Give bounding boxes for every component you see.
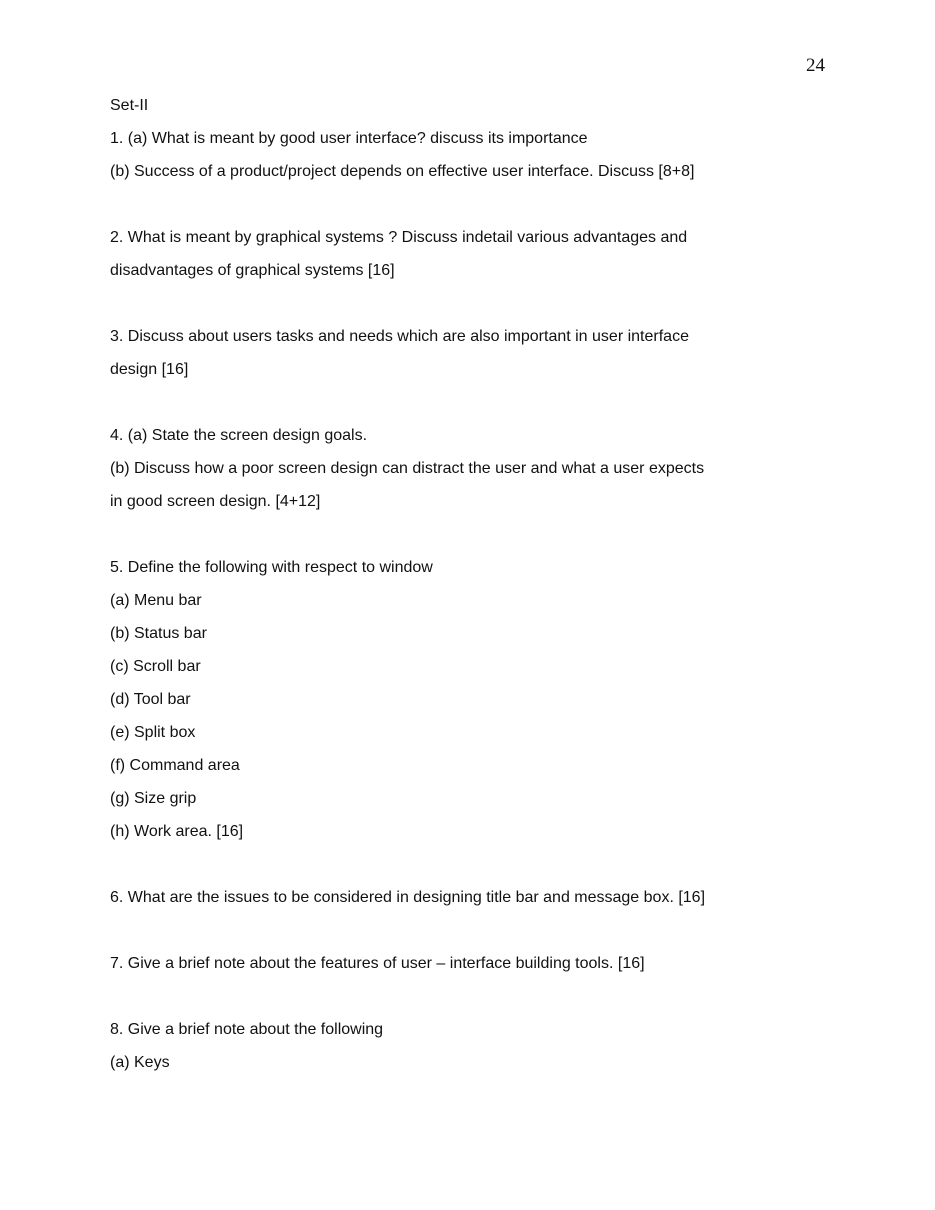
question-2-line-2: disadvantages of graphical systems [16] [110,262,395,279]
question-4-part-a: 4. (a) State the screen design goals. [110,427,368,444]
question-5-item: (f) Command area [110,757,240,774]
question-5-item: (g) Size grip [110,790,197,807]
question-8-item: (a) Keys [110,1054,170,1071]
question-6: 6. What are the issues to be considered in designing title bar and message box. [16] [110,889,706,906]
question-4-part-b-line-2: in good screen design. [4+12] [110,493,321,510]
question-set [110,95,830,1085]
question-5-item: (b) Status bar [110,625,207,642]
question-5-stem: 5. Define the following with respect to window [110,559,433,576]
question-1-part-b: (b) Success of a product/project depends on effective user interface. Discuss [8+8] [110,163,695,180]
question-3-line-2: design [16] [110,361,189,378]
question-2-line-1: 2. What is meant by graphical systems ? Discuss indetail various advantages and [110,229,688,246]
page-number: 24 [806,55,825,76]
question-5-item: (h) Work area. [16] [110,823,244,840]
question-3-line-1: 3. Discuss about users tasks and needs which are also important in user interface [110,328,689,345]
question-5-item: (a) Menu bar [110,592,202,609]
question-7: 7. Give a brief note about the features of user – interface building tools. [16] [110,955,645,972]
question-5 [110,557,830,854]
question-4 [110,425,830,524]
question-4-part-b-line-1: (b) Discuss how a poor screen design can distract the user and what a user expects [110,460,705,477]
question-5-item: (d) Tool bar [110,691,191,708]
set-title: Set-II [110,97,149,114]
question-1-part-a: 1. (a) What is meant by good user interface? discuss its importance [110,130,588,147]
question-5-item: (e) Split box [110,724,196,741]
question-8 [110,1019,830,1085]
question-1 [110,128,830,194]
question-8-stem: 8. Give a brief note about the following [110,1021,384,1038]
question-5-item: (c) Scroll bar [110,658,201,675]
question-3 [110,326,830,392]
question-2 [110,227,830,293]
